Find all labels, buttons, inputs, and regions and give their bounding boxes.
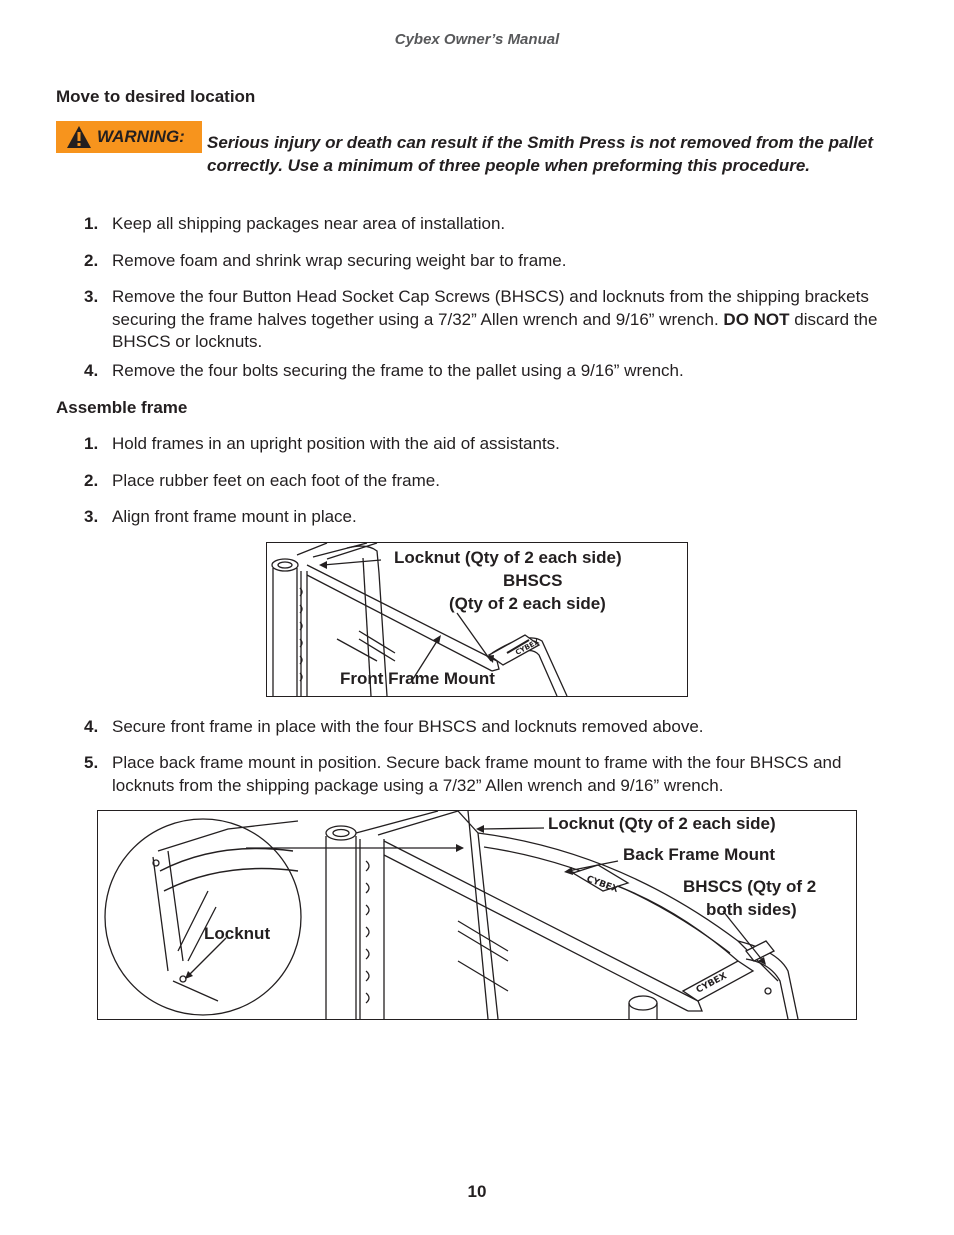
step-number: 1. — [84, 434, 99, 453]
step-number: 2. — [84, 251, 99, 270]
page-number: 10 — [467, 1182, 487, 1201]
step-text: Hold frames in an upright position with the aid of assistants. — [112, 434, 560, 453]
step-number: 1. — [84, 214, 99, 233]
back-frame-mount-figure — [97, 810, 857, 1020]
manual-header: Cybex Owner’s Manual — [394, 31, 560, 48]
step-text: Align front frame mount in place. — [112, 507, 357, 526]
list-item — [84, 752, 896, 797]
callout-bhscs-line1: BHSCS (Qty of 2 — [683, 877, 817, 896]
step-number: 5. — [84, 753, 99, 772]
front-frame-mount-figure — [266, 542, 688, 697]
callout-front-frame-mount: Front Frame Mount — [340, 669, 495, 688]
step-number: 3. — [84, 287, 99, 306]
warning-text: Serious injury or death can result if the Smith Press is not removed from the pallet correctly. Use a minimum of three people when preforming this procedure. — [207, 133, 873, 175]
callout-locknut-qty: Locknut (Qty of 2 each side) — [548, 814, 776, 833]
list-item — [84, 506, 896, 529]
step-number: 3. — [84, 507, 99, 526]
callout-bhscs-line2: both sides) — [706, 900, 797, 919]
step-text: Remove foam and shrink wrap securing weight bar to frame. — [112, 251, 567, 270]
callout-back-frame-mount: Back Frame Mount — [623, 845, 776, 864]
step-emphasis: DO NOT — [723, 309, 790, 329]
list-item — [84, 250, 896, 273]
brand-logo-text: CYBEX — [584, 874, 620, 896]
callout-locknut: Locknut (Qty of 2 each side) — [394, 548, 622, 567]
list-item — [84, 286, 896, 354]
section-title-move: Move to desired location — [56, 87, 256, 106]
list-item — [84, 716, 896, 739]
brand-logo-text: CYBEX — [694, 971, 729, 996]
step-text: Keep all shipping packages near area of installation. — [112, 214, 506, 233]
callout-bhscs-qty: (Qty of 2 each side) — [449, 594, 606, 613]
brand-logo-text: CYBEX — [514, 637, 541, 657]
step-number: 4. — [84, 361, 99, 380]
step-text: Remove the four bolts securing the frame to the pallet using a 9/16” wrench. — [112, 361, 684, 380]
step-text: Place rubber feet on each foot of the frame. — [112, 471, 440, 490]
callout-locknut-detail: Locknut — [204, 924, 271, 943]
step-number: 4. — [84, 717, 99, 736]
list-item — [84, 470, 896, 493]
callout-bhscs: BHSCS — [503, 571, 563, 590]
section-title-assemble: Assemble frame — [56, 398, 188, 417]
step-text: Place back frame mount in position. Secure back frame mount to frame with the four BHSCS and locknuts from the shipping package using a 7/32” Allen wrench and 9/16” wrench. — [112, 753, 842, 795]
list-item — [84, 433, 896, 456]
warning-badge — [56, 121, 202, 153]
list-item — [84, 213, 896, 236]
step-text: Remove the four Button Head Socket Cap Screws (BHSCS) and locknuts from the shipping brackets securing the frame halves together using a 7/32” Allen wrench and 9/16” wrench. DO NOT discard the BHSCS or locknuts. — [112, 287, 878, 351]
warning-label: WARNING: — [97, 127, 185, 146]
step-text: Secure front frame in place with the four BHSCS and locknuts removed above. — [112, 717, 704, 736]
warning-triangle-icon — [66, 125, 92, 149]
step-number: 2. — [84, 471, 99, 490]
list-item — [84, 360, 896, 383]
